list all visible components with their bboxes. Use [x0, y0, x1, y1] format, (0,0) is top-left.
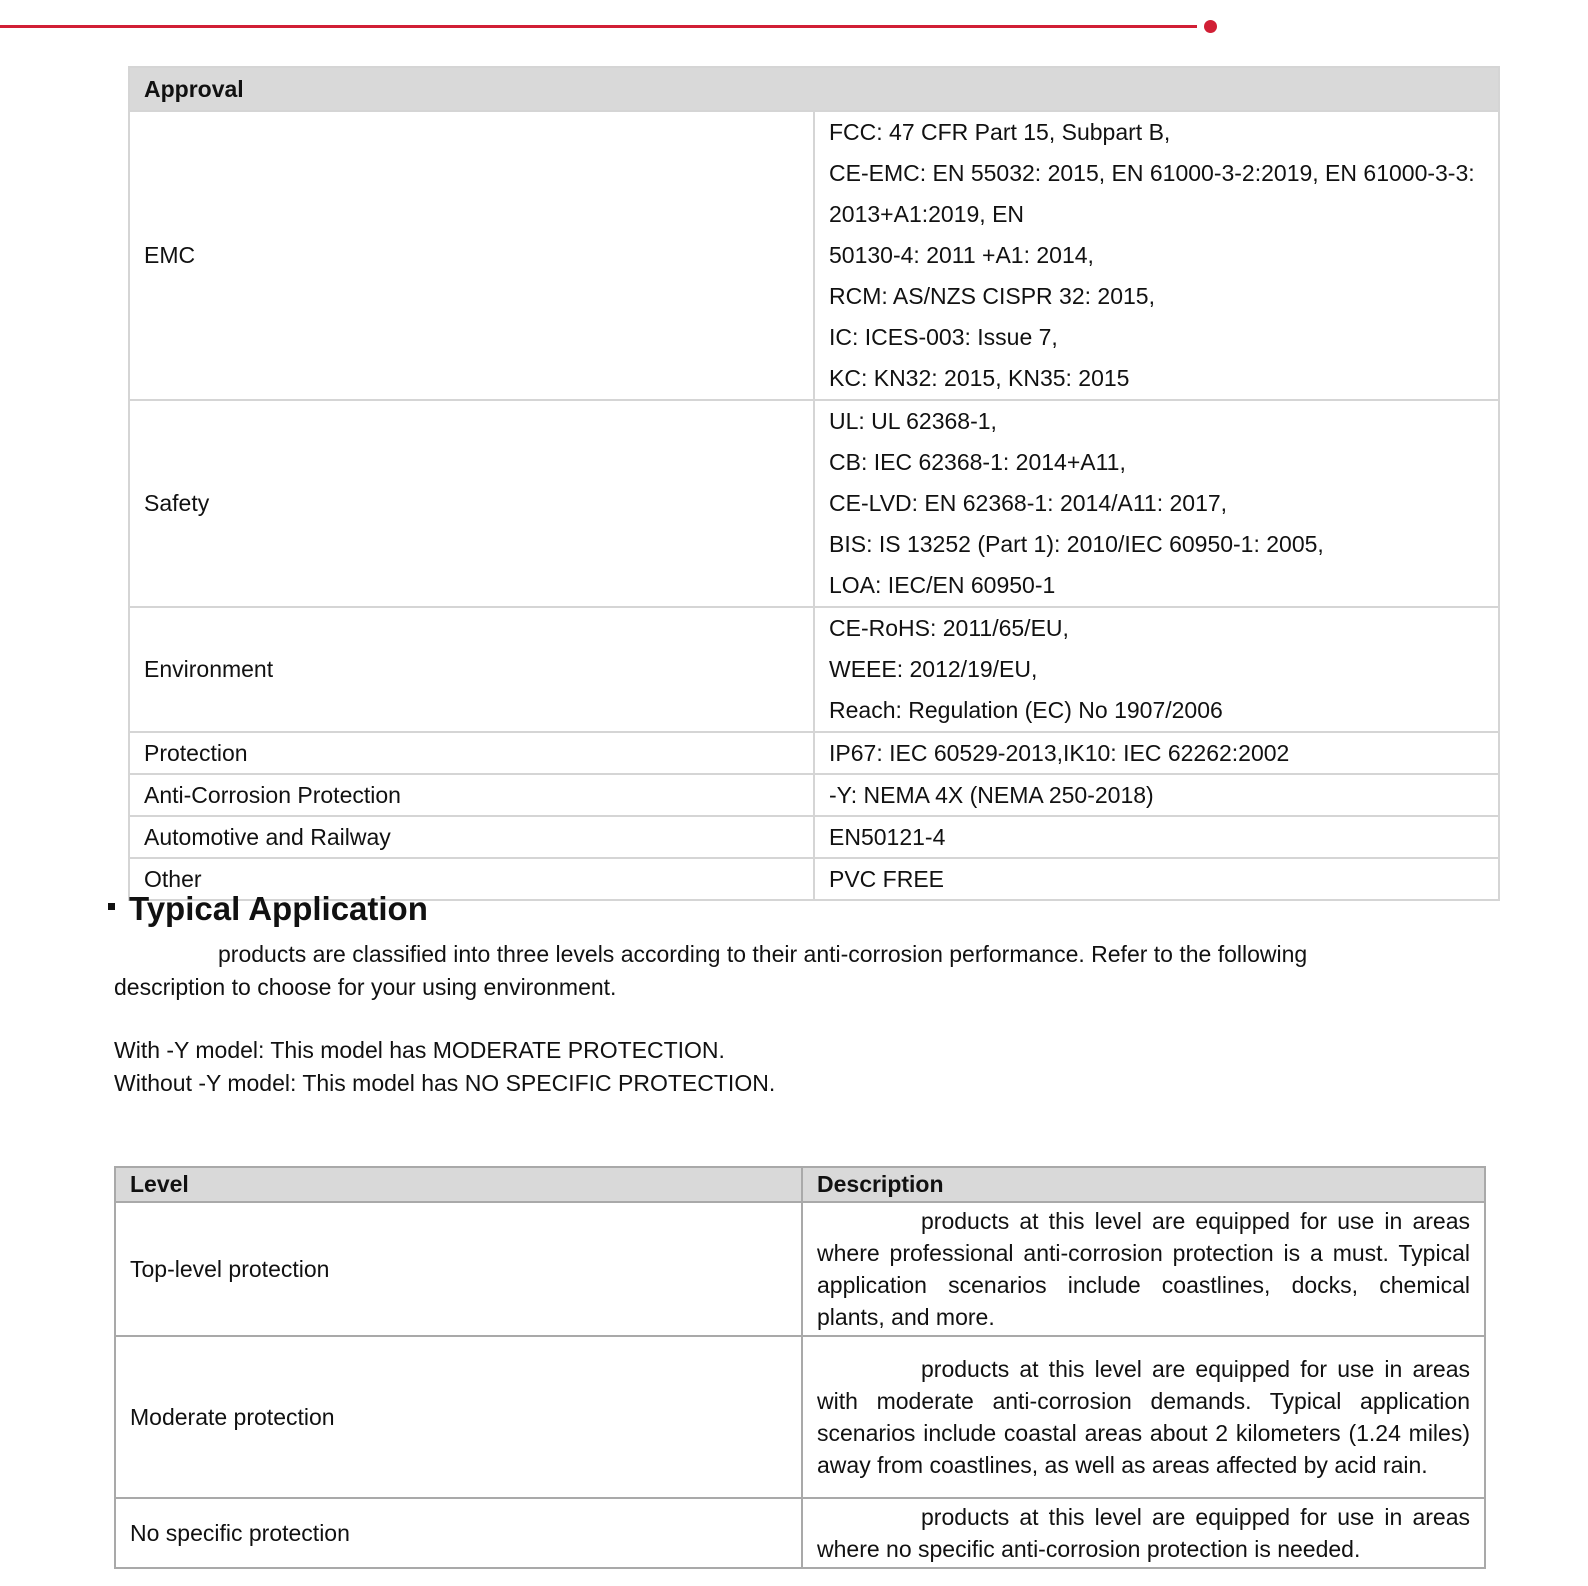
approval-line: 50130-4: 2011 +A1: 2014,: [829, 242, 1094, 268]
approval-value: [814, 607, 1499, 732]
approval-row-safety: [129, 400, 1499, 607]
approval-header-row: [129, 67, 1499, 111]
approval-line: CE-LVD: EN 62368-1: 2014/A11: 2017,: [829, 490, 1228, 516]
with-y-note: With -Y model: This model has MODERATE PROTECTION.: [114, 1037, 725, 1063]
intro-line: description to choose for your using environment.: [114, 974, 617, 1000]
approval-value: [814, 400, 1499, 607]
approval-line: CB: IEC 62368-1: 2014+A11,: [829, 449, 1126, 475]
approval-line: UL: UL 62368-1,: [829, 408, 997, 434]
approval-label: Automotive and Railway: [129, 816, 814, 858]
level-name: Moderate protection: [115, 1336, 802, 1498]
level-description-cell: [802, 1336, 1485, 1498]
level-description: products at this level are equipped for use in areas with moderate anti-corrosion demands. Typical application scenarios include coastal areas about 2 kilometers (1.24 miles) away from coastlines, as well as areas affected by acid rain.: [817, 1356, 1470, 1478]
approval-label: Environment: [129, 607, 814, 732]
approval-row-protection: [129, 732, 1499, 774]
level-row-none: [115, 1498, 1485, 1568]
level-description-cell: [802, 1498, 1485, 1568]
approval-label: EMC: [129, 111, 814, 400]
approval-value: [814, 111, 1499, 400]
approval-line: KC: KN32: 2015, KN35: 2015: [829, 365, 1130, 391]
approval-label: Protection: [129, 732, 814, 774]
approval-line: CE-RoHS: 2011/65/EU,: [829, 615, 1069, 641]
approval-line: BIS: IS 13252 (Part 1): 2010/IEC 60950-1: 2005,: [829, 531, 1324, 557]
approval-line: CE-EMC: EN 55032: 2015, EN 61000-3-2:2019, EN 61000-3-3: 2013+A1:2019, EN: [829, 160, 1475, 227]
model-notes: [114, 1034, 1434, 1100]
approval-value: IP67: IEC 60529-2013,IK10: IEC 62262:2002: [814, 732, 1499, 774]
section-heading-text: Typical Application: [129, 890, 428, 927]
approval-row-emc: [129, 111, 1499, 400]
approval-row-automotive: [129, 816, 1499, 858]
approval-line: IC: ICES-003: Issue 7,: [829, 324, 1058, 350]
without-y-note: Without -Y model: This model has NO SPECIFIC PROTECTION.: [114, 1070, 776, 1096]
level-row-top: [115, 1202, 1485, 1336]
level-name: Top-level protection: [115, 1202, 802, 1336]
level-description: products at this level are equipped for use in areas where professional anti-corrosion protection is a must. Typical application scenarios include coastlines, docks, chemical plants, and more.: [817, 1208, 1470, 1330]
level-description-cell: [802, 1202, 1485, 1336]
approval-line: FCC: 47 CFR Part 15, Subpart B,: [829, 119, 1171, 145]
header-rule-dot: [1204, 20, 1217, 33]
approval-value: EN50121-4: [814, 816, 1499, 858]
approval-value: -Y: NEMA 4X (NEMA 250-2018): [814, 774, 1499, 816]
protection-level-table: [114, 1166, 1486, 1569]
approval-header: Approval: [129, 67, 1499, 111]
approval-line: RCM: AS/NZS CISPR 32: 2015,: [829, 283, 1155, 309]
intro-paragraph: [114, 938, 1434, 1004]
approval-label: Safety: [129, 400, 814, 607]
section-heading: [108, 890, 428, 928]
approval-row-environment: [129, 607, 1499, 732]
header-rule: [0, 25, 1197, 28]
approval-line: Reach: Regulation (EC) No 1907/2006: [829, 697, 1223, 723]
approval-line: WEEE: 2012/19/EU,: [829, 656, 1038, 682]
level-name: No specific protection: [115, 1498, 802, 1568]
level-row-moderate: [115, 1336, 1485, 1498]
intro-line: products are classified into three levels according to their anti-corrosion performance. Refer to the following: [218, 941, 1308, 967]
level-description: products at this level are equipped for use in areas where no specific anti-corrosion protection is needed.: [817, 1504, 1470, 1562]
approval-value: PVC FREE: [814, 858, 1499, 900]
description-column-header: Description: [802, 1167, 1485, 1202]
approval-line: LOA: IEC/EN 60950-1: [829, 572, 1056, 598]
level-column-header: Level: [115, 1167, 802, 1202]
square-bullet-icon: [108, 903, 115, 910]
approval-label: Other: [129, 858, 814, 900]
approval-row-anti-corrosion: [129, 774, 1499, 816]
levels-header-row: [115, 1167, 1485, 1202]
approval-table: [128, 66, 1500, 901]
approval-label: Anti-Corrosion Protection: [129, 774, 814, 816]
